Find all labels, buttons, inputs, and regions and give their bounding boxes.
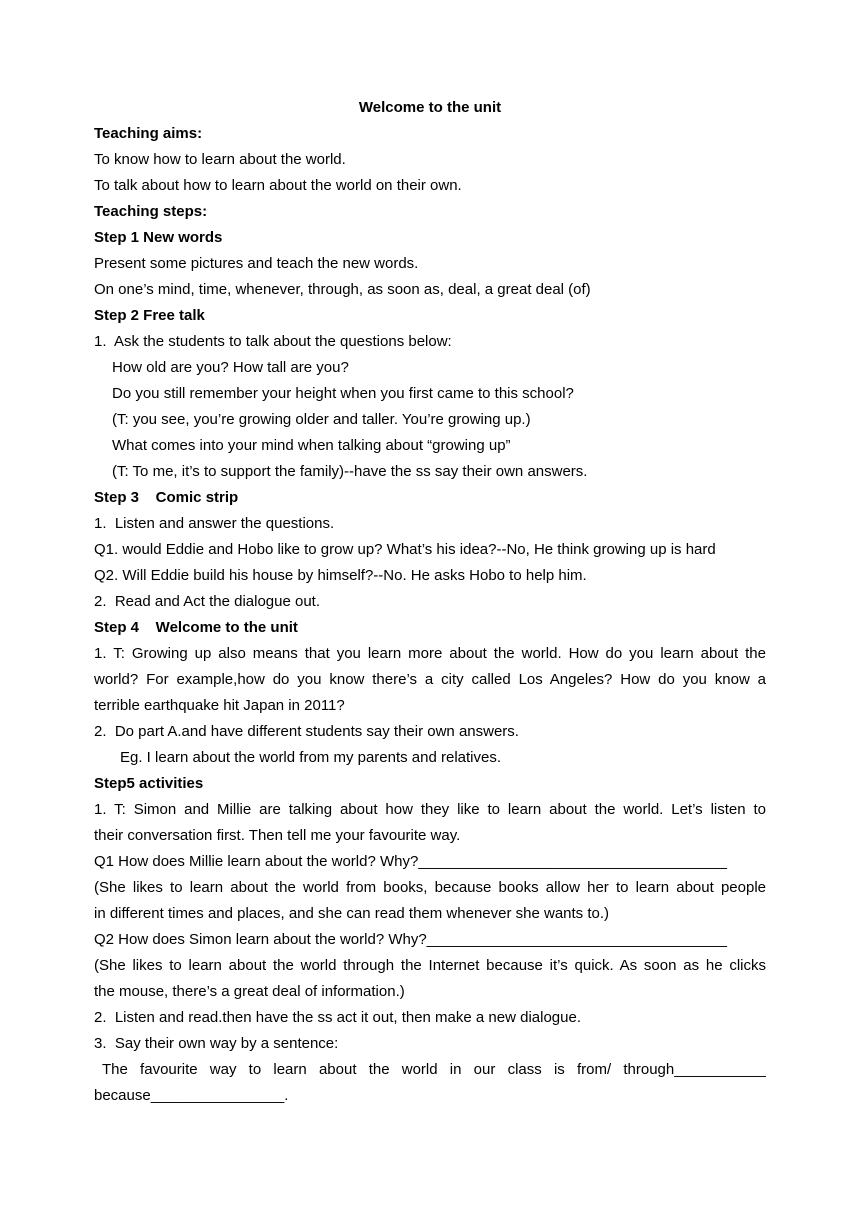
aims-heading: Teaching aims: <box>94 125 203 142</box>
aim-2: To talk about how to learn about the world on their own. <box>94 177 462 194</box>
step1-heading: Step 1 New words <box>94 229 223 246</box>
steps-heading: Teaching steps: <box>94 203 208 220</box>
step1-line-1: Present some pictures and teach the new words. <box>94 255 419 272</box>
step5-sentence-line-2: because________________. <box>94 1087 289 1104</box>
step5-para-line-2: their conversation first. Then tell me your favourite way. <box>94 827 461 844</box>
step3-line-2: Q1. would Eddie and Hobo like to grow up? What’s his idea?--No, He think growing up is hard <box>94 541 716 558</box>
step5-item-3: 3. Say their own way by a sentence: <box>94 1035 339 1052</box>
step2-question-1: How old are you? How tall are you? <box>112 359 349 376</box>
step5-answer-1-line-1: (She likes to learn about the world from books, because books allow her to learn about people <box>94 879 766 896</box>
document-page <box>94 95 766 1109</box>
step2-note-2: (T: To me, it’s to support the family)--have the ss say their own answers. <box>112 463 588 480</box>
step3-line-4: 2. Read and Act the dialogue out. <box>94 593 321 610</box>
step5-answer-1-line-2: in different times and places, and she can read them whenever she wants to.) <box>94 905 610 922</box>
step5-item-2: 2. Listen and read.then have the ss act it out, then make a new dialogue. <box>94 1009 581 1026</box>
step2-note-1: (T: you see, you’re growing older and taller. You’re growing up.) <box>112 411 531 428</box>
step1-line-2: On one’s mind, time, whenever, through, as soon as, deal, a great deal (of) <box>94 281 591 298</box>
step4-heading: Step 4 Welcome to the unit <box>94 619 298 636</box>
document-title: Welcome to the unit <box>358 99 502 116</box>
step5-para-line-1: 1. T: Simon and Millie are talking about how they like to learn about the world. Let’s listen to <box>94 801 766 818</box>
step2-heading: Step 2 Free talk <box>94 307 205 324</box>
step4-para-line-1: 1. T: Growing up also means that you learn more about the world. How do you learn about the <box>94 645 766 662</box>
aim-1: To know how to learn about the world. <box>94 151 346 168</box>
step5-sentence-line-1: The favourite way to learn about the world in our class is from/ through___________ <box>102 1061 766 1078</box>
step2-question-2: Do you still remember your height when you first came to this school? <box>112 385 574 402</box>
step2-item-1: 1. Ask the students to talk about the questions below: <box>94 333 452 350</box>
step3-line-1: 1. Listen and answer the questions. <box>94 515 335 532</box>
step5-question-2: Q2 How does Simon learn about the world? Why?____________________________________ <box>94 931 727 948</box>
step4-para-line-2: world? For example,how do you know there’s a city called Los Angeles? How do you know a <box>94 671 766 688</box>
step5-answer-2-line-2: the mouse, there’s a great deal of information.) <box>94 983 405 1000</box>
step4-para-line-3: terrible earthquake hit Japan in 2011? <box>94 697 345 714</box>
step5-heading: Step5 activities <box>94 775 204 792</box>
step4-item-2: 2. Do part A.and have different students say their own answers. <box>94 723 519 740</box>
step4-example: Eg. I learn about the world from my parents and relatives. <box>120 749 502 766</box>
step3-line-3: Q2. Will Eddie build his house by himself?--No. He asks Hobo to help him. <box>94 567 587 584</box>
step2-question-3: What comes into your mind when talking about “growing up” <box>112 437 511 454</box>
step5-answer-2-line-1: (She likes to learn about the world through the Internet because it’s quick. As soon as he clicks <box>94 957 766 974</box>
step5-question-1: Q1 How does Millie learn about the world? Why?_____________________________________ <box>94 853 727 870</box>
step3-heading: Step 3 Comic strip <box>94 489 239 506</box>
